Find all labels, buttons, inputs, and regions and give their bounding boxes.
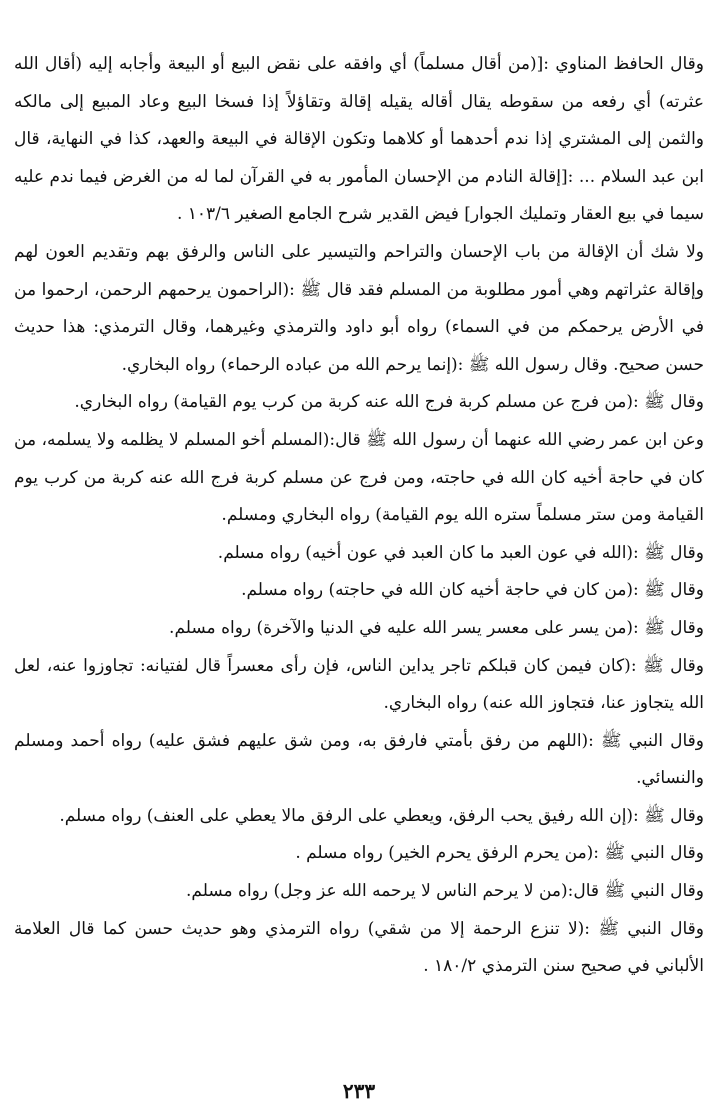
paragraph-11: وقال النبي ﷺ :(من يحرم الرفق يحرم الخير) رواه مسلم . — [295, 843, 704, 864]
paragraph-3: وقال ﷺ :(من فرج عن مسلم كربة فرج الله عنه كربة من كرب يوم القيامة) رواه البخاري. — [74, 392, 704, 413]
page-number: ٢٣٣ — [342, 1079, 376, 1103]
paragraph-2: ولا شك أن الإقالة من باب الإحسان والتراحم والتيسير على الناس والرفق بهم وتقديم العون لهم وإقالة عثراتهم وهي أمور مطلوبة من المسلم فقد قال ﷺ :(الراحمون يرحمهم الرحمن، ارحموا من في الأرض يرحمكم من في السماء) رواه أبو داود والترمذي وغيرهما، وقال الترمذي: هذا حديث حسن صحيح. وقال رسول الله ﷺ :(إنما يرحم الله من عباده الرحماء) رواه البخاري. — [14, 241, 704, 375]
paragraph-4: وعن ابن عمر رضي الله عنهما أن رسول الله ﷺ قال:(المسلم أخو المسلم لا يظلمه ولا يسلمه، من كان في حاجة أخيه كان الله في حاجته، ومن فرج عن مسلم كربة فرج الله عنه كربة من كرب يوم القيامة ومن ستر مسلماً ستره الله يوم القيامة) رواه البخاري ومسلم. — [14, 429, 704, 526]
paragraph-5: وقال ﷺ :(الله في عون العبد ما كان العبد في عون أخيه) رواه مسلم. — [217, 542, 704, 563]
paragraph-6: وقال ﷺ :(من كان في حاجة أخيه كان الله في حاجته) رواه مسلم. — [241, 580, 704, 601]
paragraph-8: وقال ﷺ :(كان فيمن كان قبلكم تاجر يداين الناس، فإن رأى معسراً قال لفتيانه: تجاوزوا عنه، لعل الله يتجاوز عنا، فتجاوز الله عنه) رواه البخاري. — [14, 655, 704, 714]
paragraph-12: وقال النبي ﷺ قال:(من لا يرحم الناس لا يرحمه الله عز وجل) رواه مسلم. — [186, 881, 704, 902]
paragraph-13: وقال النبي ﷺ :(لا تنزع الرحمة إلا من شقي) رواه الترمذي وهو حديث حسن كما قال العلامة الألباني في صحيح سنن الترمذي ١٨٠/٢ . — [14, 918, 704, 977]
paragraph-1: وقال الحافظ المناوي :[(من أقال مسلماً) أي وافقه على نقض البيع أو البيعة وأجابه إليه (أقال الله عثرته) أي رفعه من سقوطه يقال أقاله يقيله إقالة وتقاؤلاً إذا فسخا البيع وعاد المبيع إلى مالكه والثمن إلى المشتري إذا ندم أحدهما أو كلاهما وتكون الإقالة في البيعة والعهد، كذا في النهاية، قال ابن عبد السلام ... :[إقالة النادم من الإحسان المأمور به في القرآن لما له من الغرض فيما ندم عليه سيما في بيع العقار وتمليك الجوار] فيض القدير شرح الجامع الصغير ١٠٣/٦ . — [14, 54, 704, 225]
paragraph-10: وقال ﷺ :(إن الله رفيق يحب الرفق، ويعطي على الرفق مالا يعطي على العنف) رواه مسلم. — [59, 805, 704, 826]
paragraph-7: وقال ﷺ :(من يسر على معسر يسر الله عليه في الدنيا والآخرة) رواه مسلم. — [169, 617, 704, 638]
paragraph-9: وقال النبي ﷺ :(اللهم من رفق بأمتي فارفق به، ومن شق عليهم فشق عليه) رواه أحمد ومسلم والنسائي. — [14, 730, 704, 789]
